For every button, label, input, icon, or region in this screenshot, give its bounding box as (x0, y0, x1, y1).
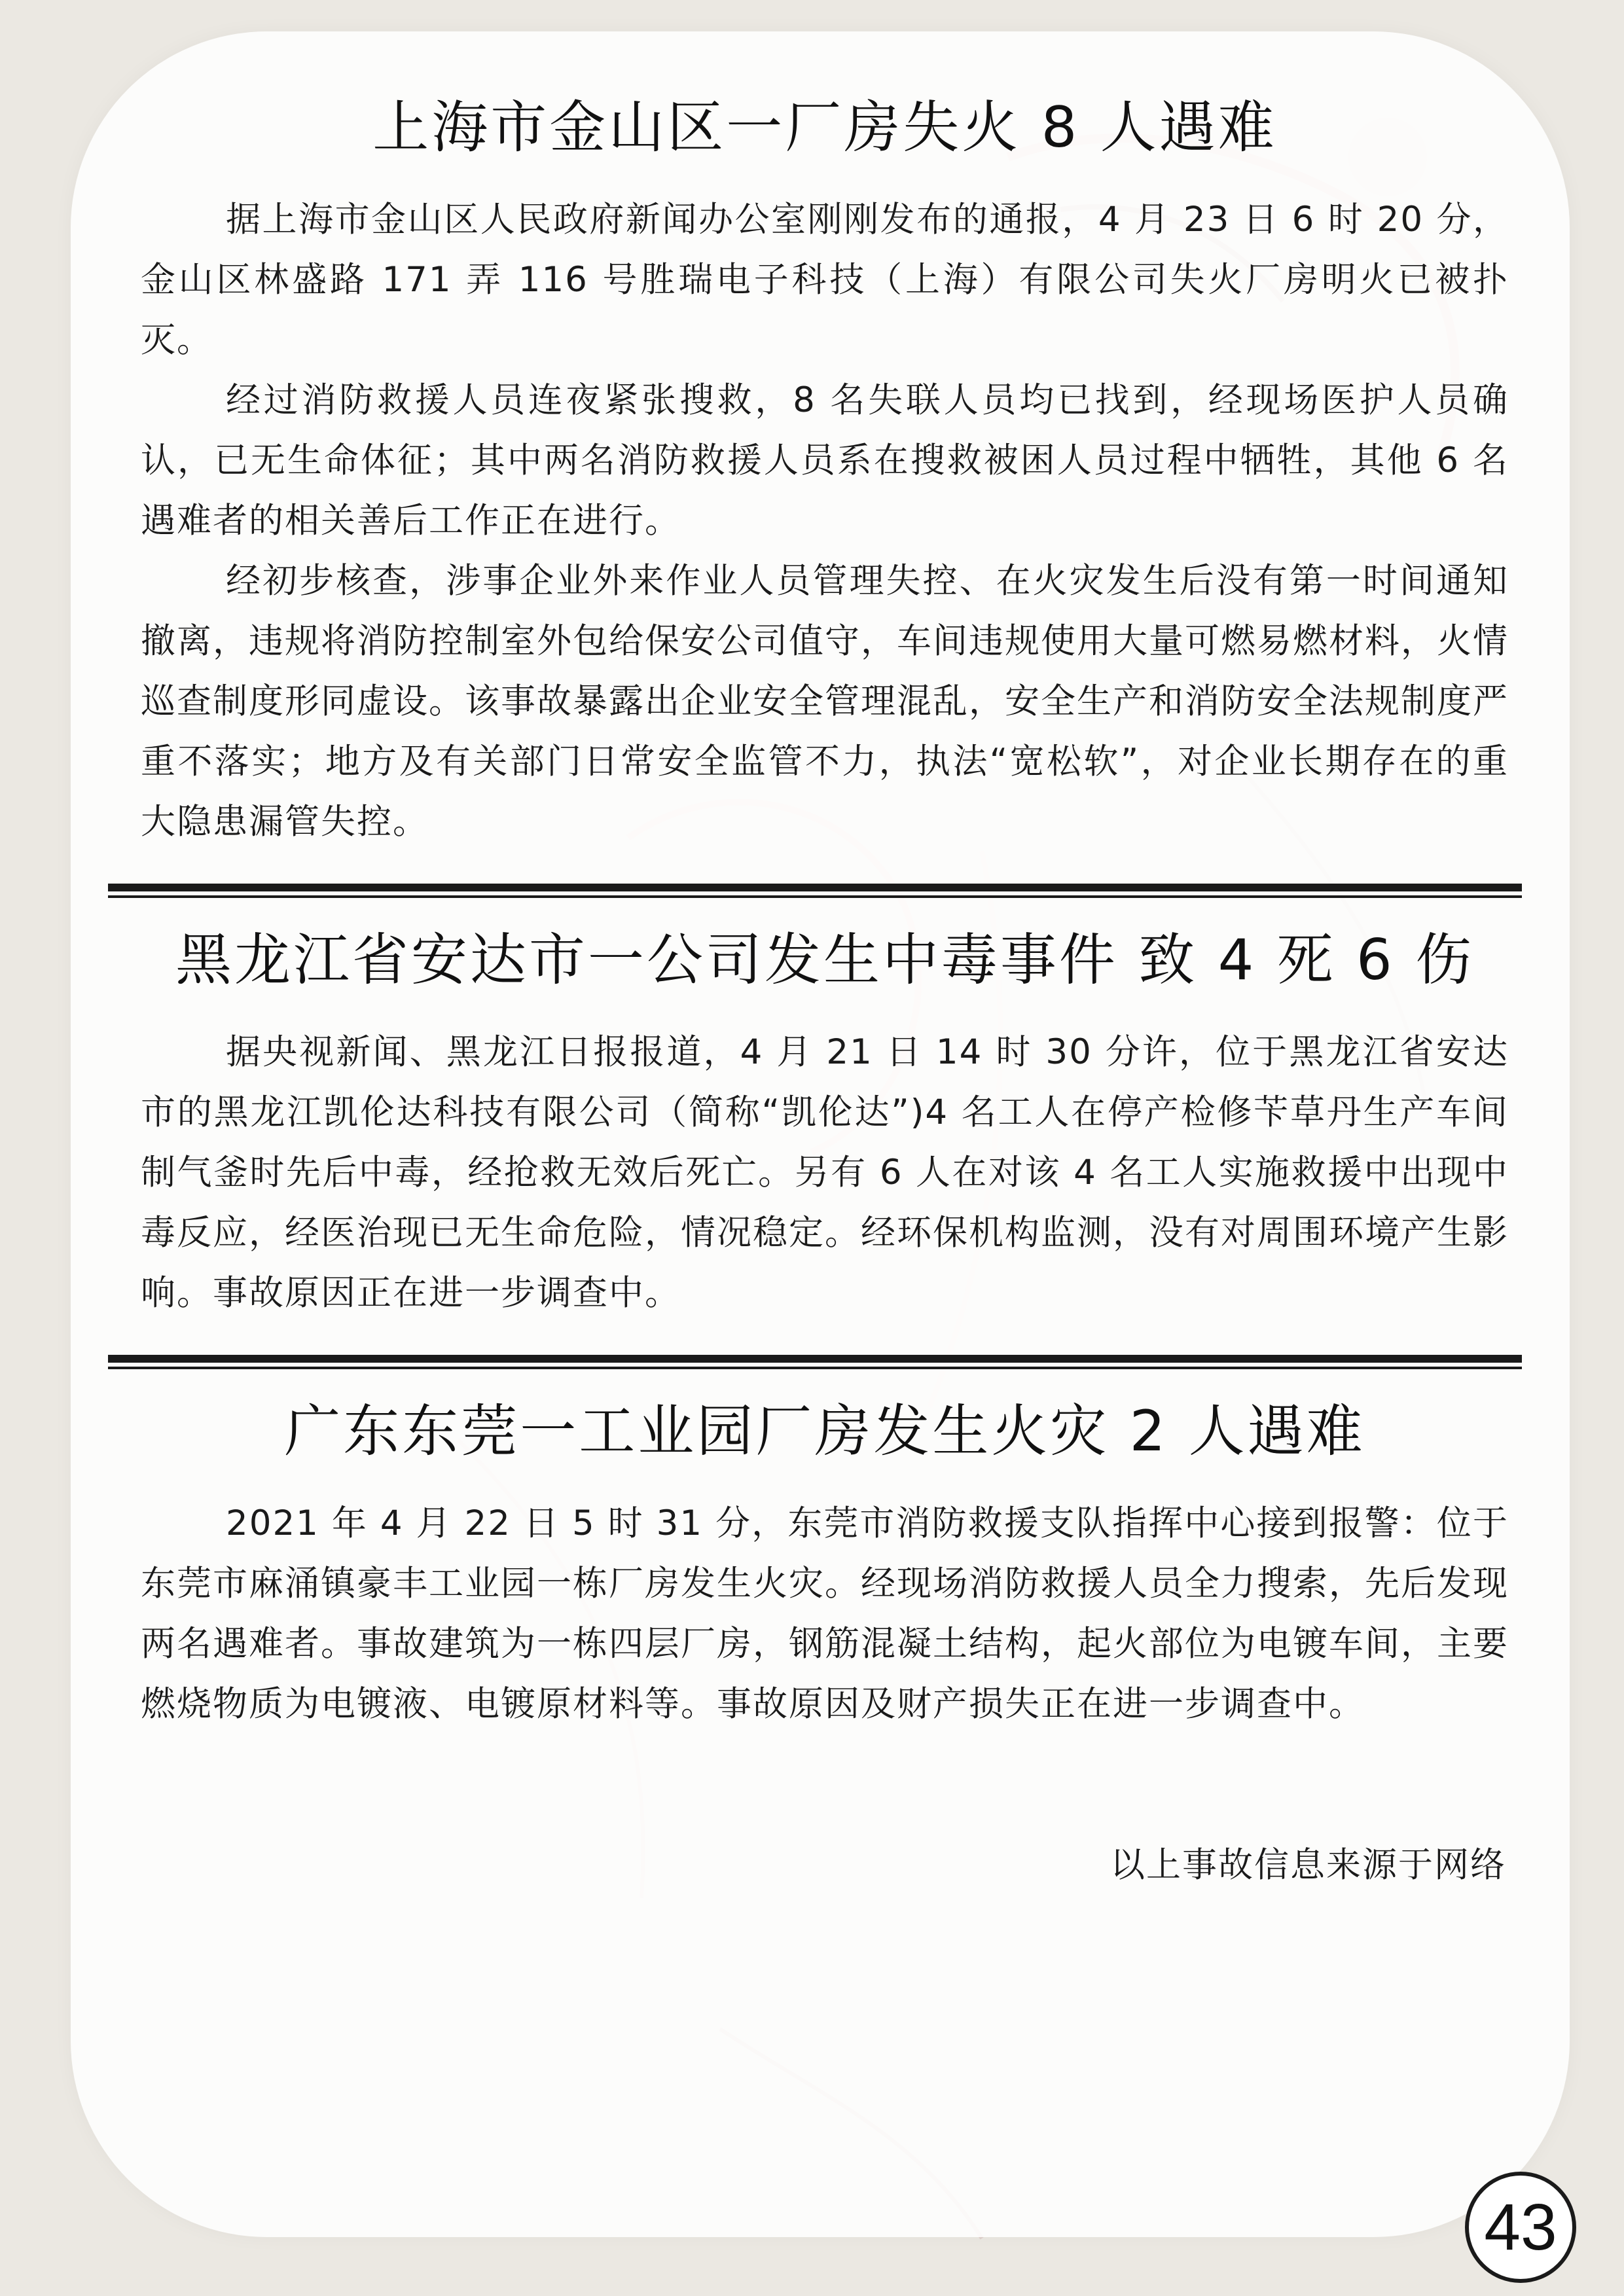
divider-thick-line (108, 1355, 1522, 1363)
source-note: 以上事故信息来源于网络 (1110, 1845, 1506, 1885)
divider-thin-line (108, 1367, 1522, 1369)
section-title: 黑龙江省安达市一公司发生中毒事件 致 4 死 6 伤 (175, 927, 1475, 993)
page-number-badge (1465, 2172, 1576, 2283)
section-divider (108, 884, 1522, 898)
news-section-dongguan (141, 1395, 1509, 1734)
divider-thick-line (108, 884, 1522, 891)
page-number: 43 (1484, 2191, 1557, 2264)
news-section-heilongjiang (141, 924, 1509, 1323)
paragraph: 据央视新闻、黑龙江日报报道，4 月 21 日 14 时 30 分许，位于黑龙江省安达市的黑龙江凯伦达科技有限公司（简称“凯伦达”)4 名工人在停产检修苄草丹生产车间制气釜时先后中毒，经抢救无效后死亡。另有 6 人在对该 4 名工人实施救援中出现中毒反应，经医治现已无生命危险，情况稳定。经环保机构监测，没有对周围环境产生影响。事故原因正在进一步调查中。 (141, 1032, 1509, 1313)
divider-thin-line (108, 895, 1522, 898)
paragraph: 经过消防救援人员连夜紧张搜救，8 名失联人员均已找到，经现场医护人员确认，已无生命体征；其中两名消防救援人员系在搜救被困人员过程中牺牲，其他 6 名遇难者的相关善后工作正在进行。 (141, 380, 1509, 541)
paragraph: 经初步核查，涉事企业外来作业人员管理失控、在火灾发生后没有第一时间通知撤离，违规将消防控制室外包给保安公司值守，车间违规使用大量可燃易燃材料，火情巡查制度形同虚设。该事故暴露出企业安全管理混乱，安全生产和消防安全法规制度严重不落实；地方及有关部门日常安全监管不力，执法“宽松软”，对企业长期存在的重大隐患漏管失控。 (141, 561, 1509, 842)
paragraph: 2021 年 4 月 22 日 5 时 31 分，东莞市消防救援支队指挥中心接到报警：位于东莞市麻涌镇豪丰工业园一栋厂房发生火灾。经现场消防救援人员全力搜索，先后发现两名遇难者。事故建筑为一栋四层厂房，钢筋混凝土结构，起火部位为电镀车间，主要燃烧物质为电镀液、电镀原材料等。事故原因及财产损失正在进一步调查中。 (141, 1503, 1509, 1724)
section-title: 广东东莞一工业园厂房发生火灾 2 人遇难 (284, 1399, 1365, 1464)
article-content (141, 92, 1509, 1734)
section-title: 上海市金山区一厂房失火 8 人遇难 (372, 95, 1277, 160)
paragraph: 据上海市金山区人民政府新闻办公室刚刚发布的通报，4 月 23 日 6 时 20 分，金山区林盛路 171 弄 116 号胜瑞电子科技（上海）有限公司失火厂房明火已被扑灭。 (141, 200, 1509, 360)
news-section-shanghai (141, 92, 1509, 852)
section-divider (108, 1355, 1522, 1369)
